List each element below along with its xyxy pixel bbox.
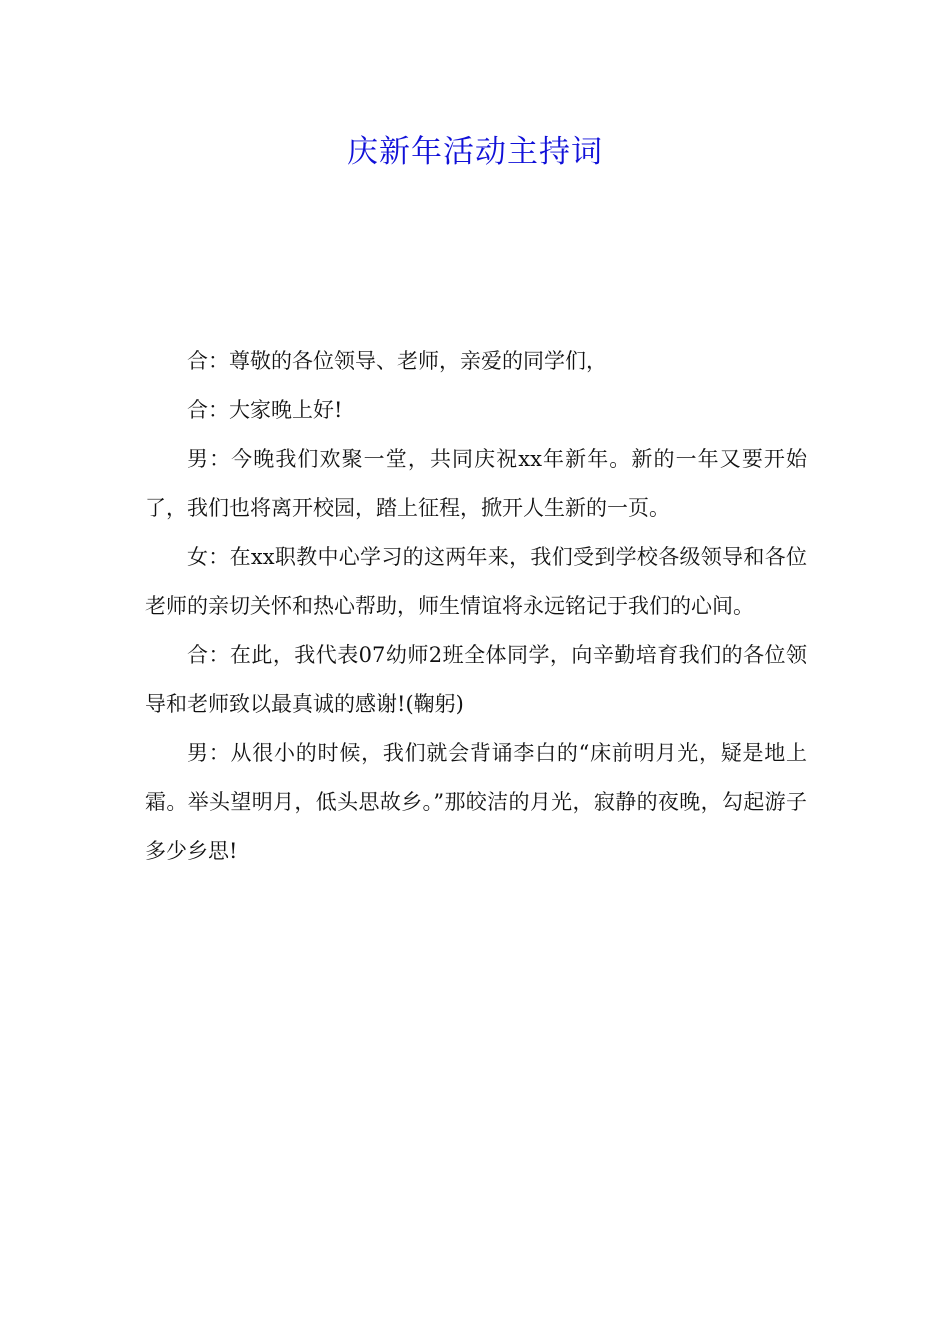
- document-body: [145, 337, 807, 876]
- paragraph-male-1: 男：今晚我们欢聚一堂，共同庆祝xx年新年。新的一年又要开始了，我们也将离开校园，踏上征程，掀开人生新的一页。: [145, 447, 807, 520]
- document-title: 庆新年活动主持词: [347, 134, 603, 170]
- paragraph-male-2: 男：从很小的时候，我们就会背诵李白的“床前明月光，疑是地上霜。举头望明月，低头思故乡。”那皎洁的月光，寂静的夜晚，勾起游子多少乡思!: [145, 741, 807, 863]
- paragraph-female-1: 女：在xx职教中心学习的这两年来，我们受到学校各级领导和各位老师的亲切关怀和热心帮助，师生情谊将永远铭记于我们的心间。: [145, 545, 807, 618]
- paragraph-greeting-2: 合：大家晚上好!: [187, 398, 343, 422]
- paragraph-greeting-1: 合：尊敬的各位领导、老师，亲爱的同学们，: [187, 349, 607, 373]
- paragraph-together-thanks: 合：在此，我代表07幼师2班全体同学，向辛勤培育我们的各位领导和老师致以最真诚的感谢!(鞠躬): [145, 643, 807, 716]
